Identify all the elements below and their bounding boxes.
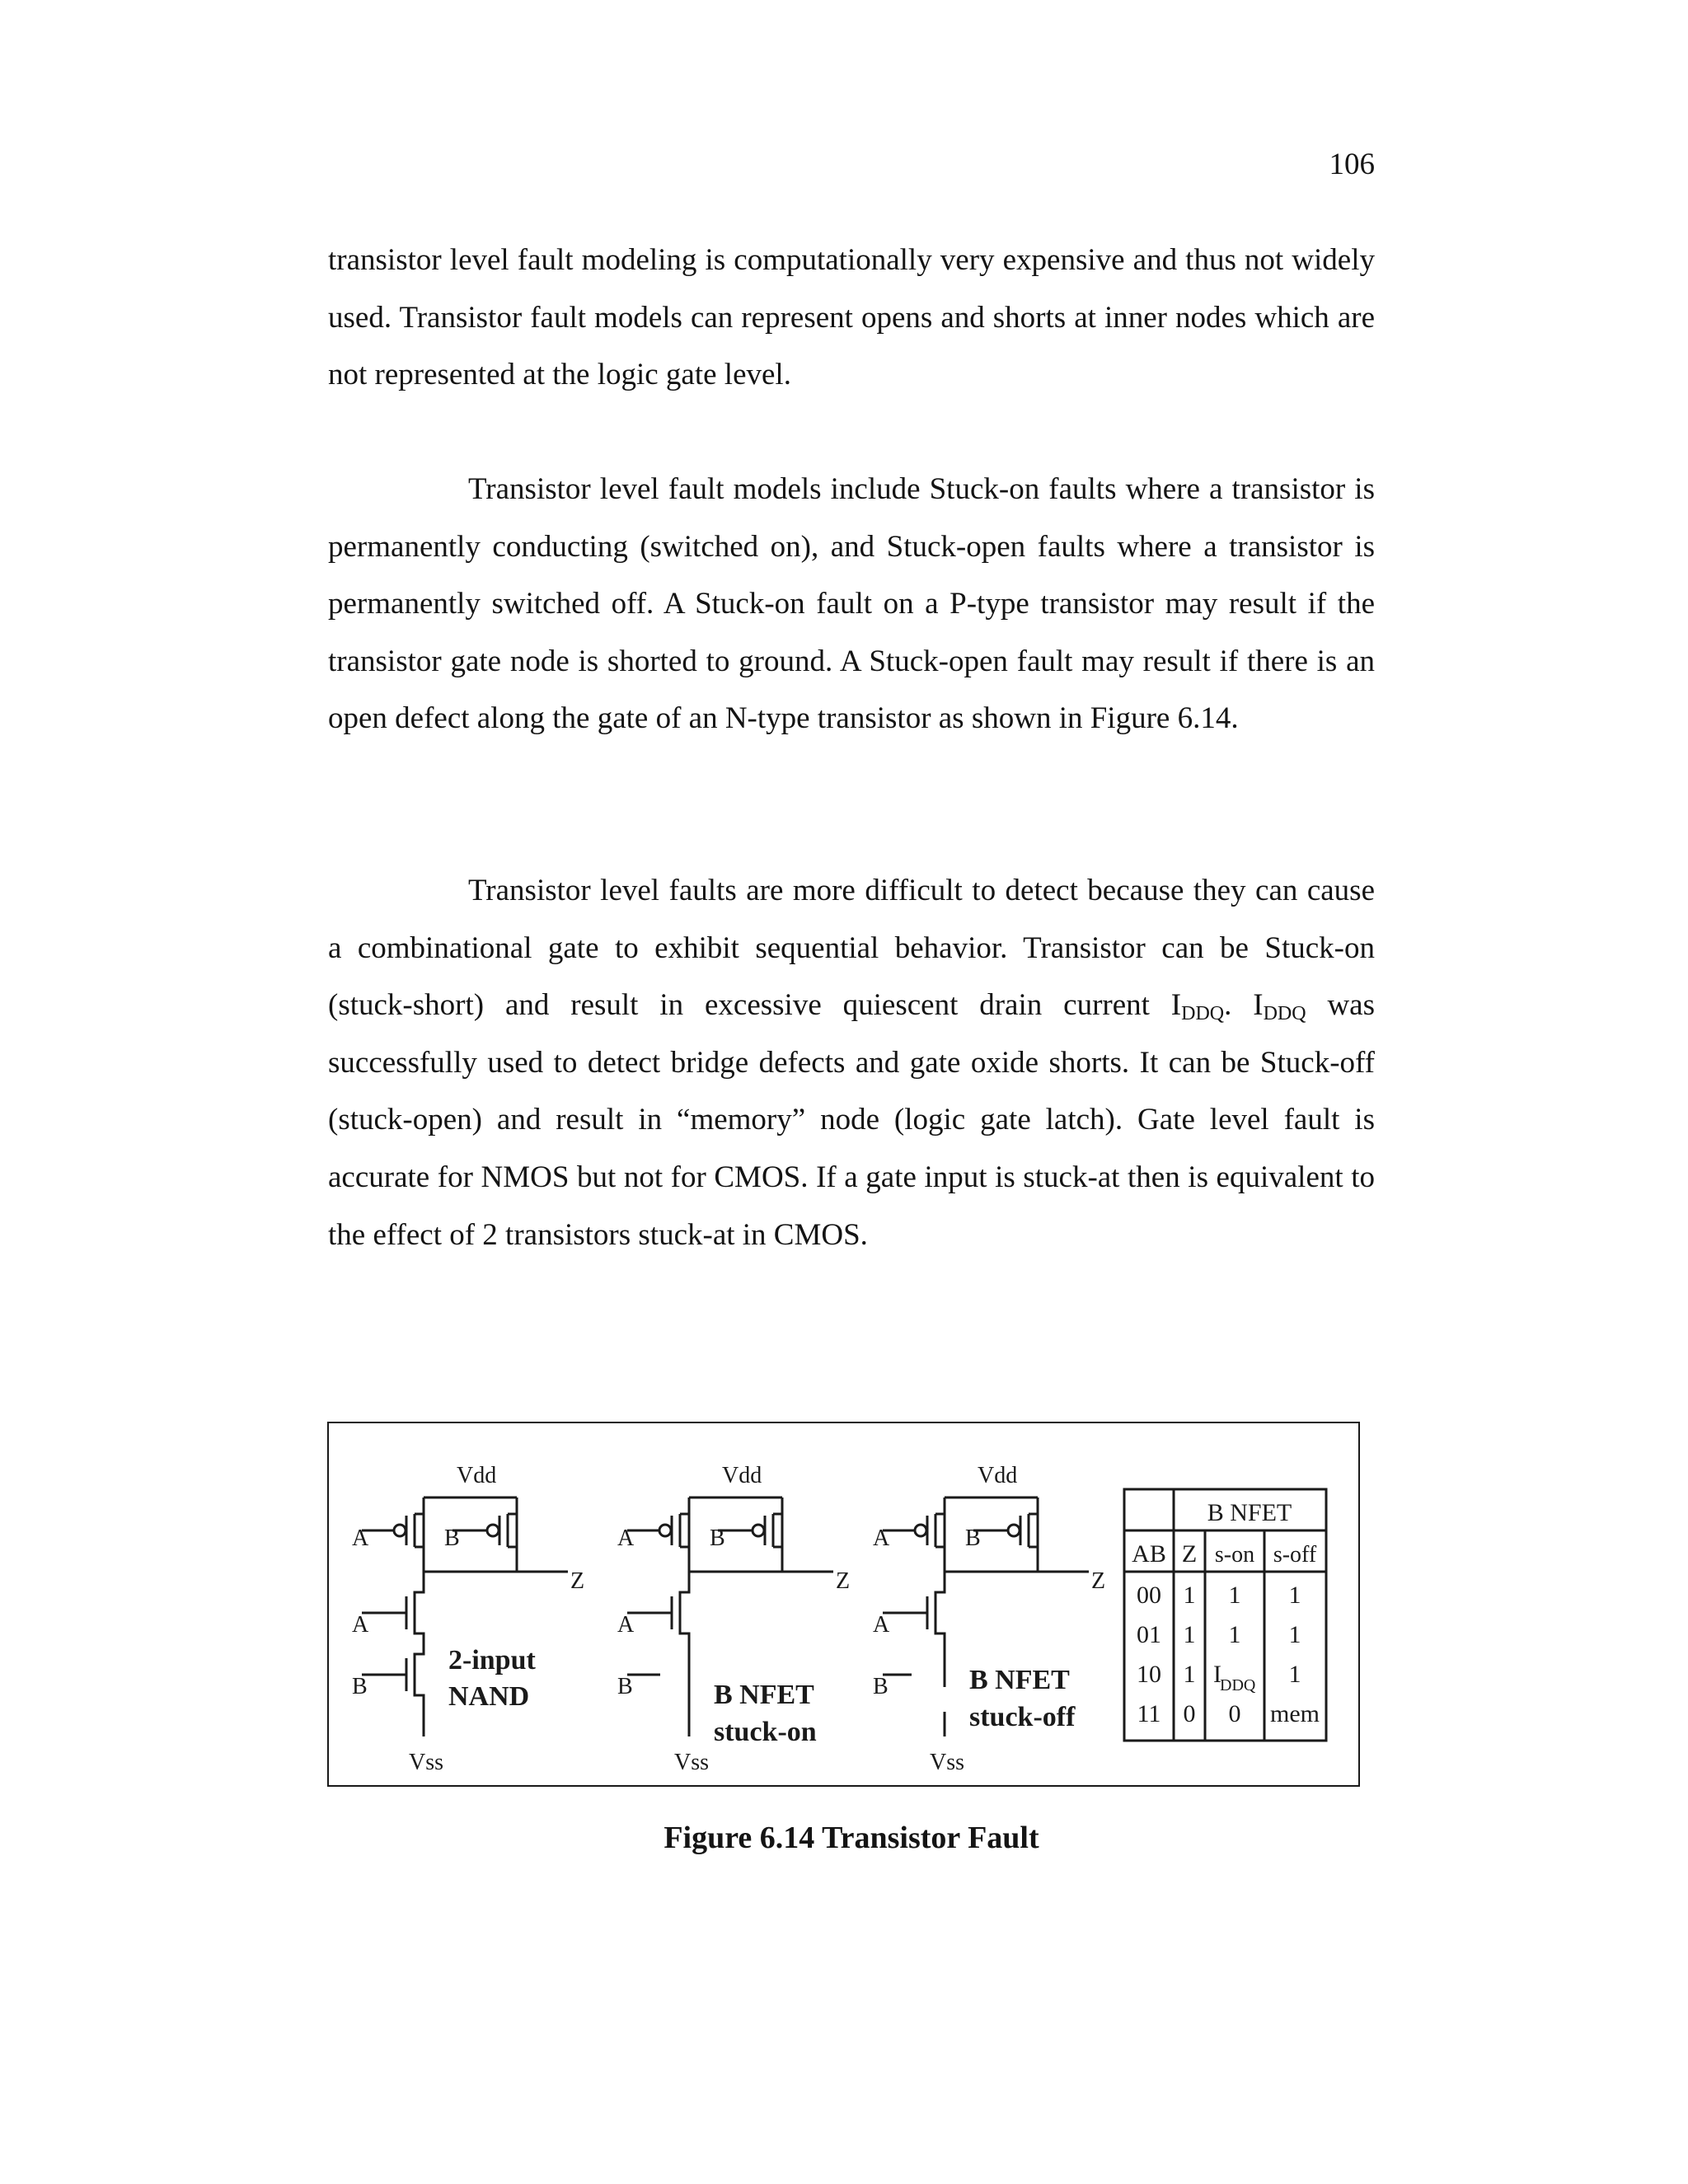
c3-b-bot-label: B [873,1674,889,1699]
c1-label-line1: 2-input [448,1645,536,1675]
table-row-0-son: 1 [1228,1582,1241,1609]
c2-b-bot-label: B [617,1674,633,1699]
c3-vdd-label: Vdd [978,1463,1018,1488]
c1-vdd-label: Vdd [457,1463,497,1488]
p3-part-a: Transistor level faults are more difficult to detect because they can cause a combinational gate to exhibit sequential behavior. Transistor can be Stuck-on (stuck-short) and result in excessive quiescent drain current I [328,874,1375,1023]
c3-a-bot-label: A [873,1612,890,1638]
c2-label-line1: B NFET [714,1680,814,1710]
c1-z-label: Z [570,1568,585,1594]
c1-a-bot-label: A [352,1612,369,1638]
paragraph-3-text [328,862,1375,1263]
figure-diagram [329,1423,1362,1788]
paragraph-1 [328,232,1375,404]
table-row-1-z: 1 [1183,1621,1196,1648]
table-row-3-son: 0 [1228,1700,1241,1727]
table-group-header: B NFET [1207,1499,1292,1526]
table-row-1-son: 1 [1228,1621,1241,1648]
p3-subscript-1: DDQ [1181,1003,1225,1025]
c1-b-top-label: B [444,1526,460,1551]
circuit-stuck-off [883,1497,1089,1736]
table-header-s-off: s-off [1273,1542,1317,1568]
paragraph-2-text: Transistor level fault models include Stuck-on faults where a transistor is permanently conducting (switched on), and Stuck-open faults where a transistor is permanently switched off. A Stuck-on fault on a P-type transistor may result if the transistor gate node is shorted to ground. A Stuck-open fault may result if there is an open defect along the gate of an N-type transistor as shown in Figure 6.14. [328,472,1375,736]
table-header-z: Z [1181,1540,1198,1568]
c2-z-label: Z [836,1568,851,1594]
figure-caption: Figure 6.14 Transistor Fault [663,1821,1039,1855]
page-number: 106 [1329,148,1375,181]
table-row-2-soff: 1 [1288,1661,1301,1688]
table-row-2-ab: 10 [1137,1661,1161,1688]
table-header-s-on: s-on [1214,1542,1255,1568]
p3-part-b: . I [1224,988,1264,1023]
c3-vss-label: Vss [930,1750,965,1775]
c2-a-bot-label: A [617,1612,635,1638]
paragraph-2 [328,461,1375,748]
c3-z-label: Z [1091,1568,1106,1594]
table-row-3-soff: mem [1270,1700,1320,1727]
table-row-0-z: 1 [1183,1582,1196,1609]
c2-a-top-label: A [617,1526,635,1551]
table-row-2-son: I [1213,1661,1221,1688]
p3-part-c: was successfully used to detect bridge defects and gate oxide shorts. It can be Stuck-off (stuck-open) and result in “memory” node (logic gate latch). Gate level fault is accurate for NMOS but not for CMOS. If a gate input is stuck-at then is equivalent to the effect of 2 transistors stuck-at in CMOS. [328,988,1375,1252]
c2-label-line2: stuck-on [714,1717,817,1747]
table-row-0-ab: 00 [1137,1582,1161,1609]
transistor-fault-figure [327,1422,1360,1787]
c1-vss-label: Vss [409,1750,444,1775]
table-iddq-subscript: DDQ [1220,1676,1256,1694]
c3-label-line1: B NFET [969,1665,1070,1695]
table-header-ab: AB [1132,1540,1166,1568]
c1-label-line2: NAND [448,1681,530,1712]
c3-label-line2: stuck-off [969,1702,1076,1732]
c3-b-top-label: B [965,1526,981,1551]
table-row-3-ab: 11 [1137,1700,1161,1727]
p3-subscript-2: DDQ [1263,1003,1306,1025]
table-row-2-z: 1 [1183,1661,1196,1688]
paragraph-1-text: transistor level fault modeling is computationally very expensive and thus not widely used. Transistor fault models can represent opens and shorts at inner nodes which are not represented at the logic gate level. [328,243,1375,392]
c2-vss-label: Vss [674,1750,710,1775]
c1-b-bot-label: B [352,1674,368,1699]
table-row-3-z: 0 [1183,1700,1196,1727]
c3-a-top-label: A [873,1526,890,1551]
c1-a-top-label: A [352,1526,369,1551]
table-row-1-soff: 1 [1288,1621,1301,1648]
paragraph-3 [328,862,1375,1263]
table-row-0-soff: 1 [1288,1582,1301,1609]
c2-vdd-label: Vdd [722,1463,762,1488]
c2-b-top-label: B [710,1526,725,1551]
table-row-1-ab: 01 [1137,1621,1161,1648]
